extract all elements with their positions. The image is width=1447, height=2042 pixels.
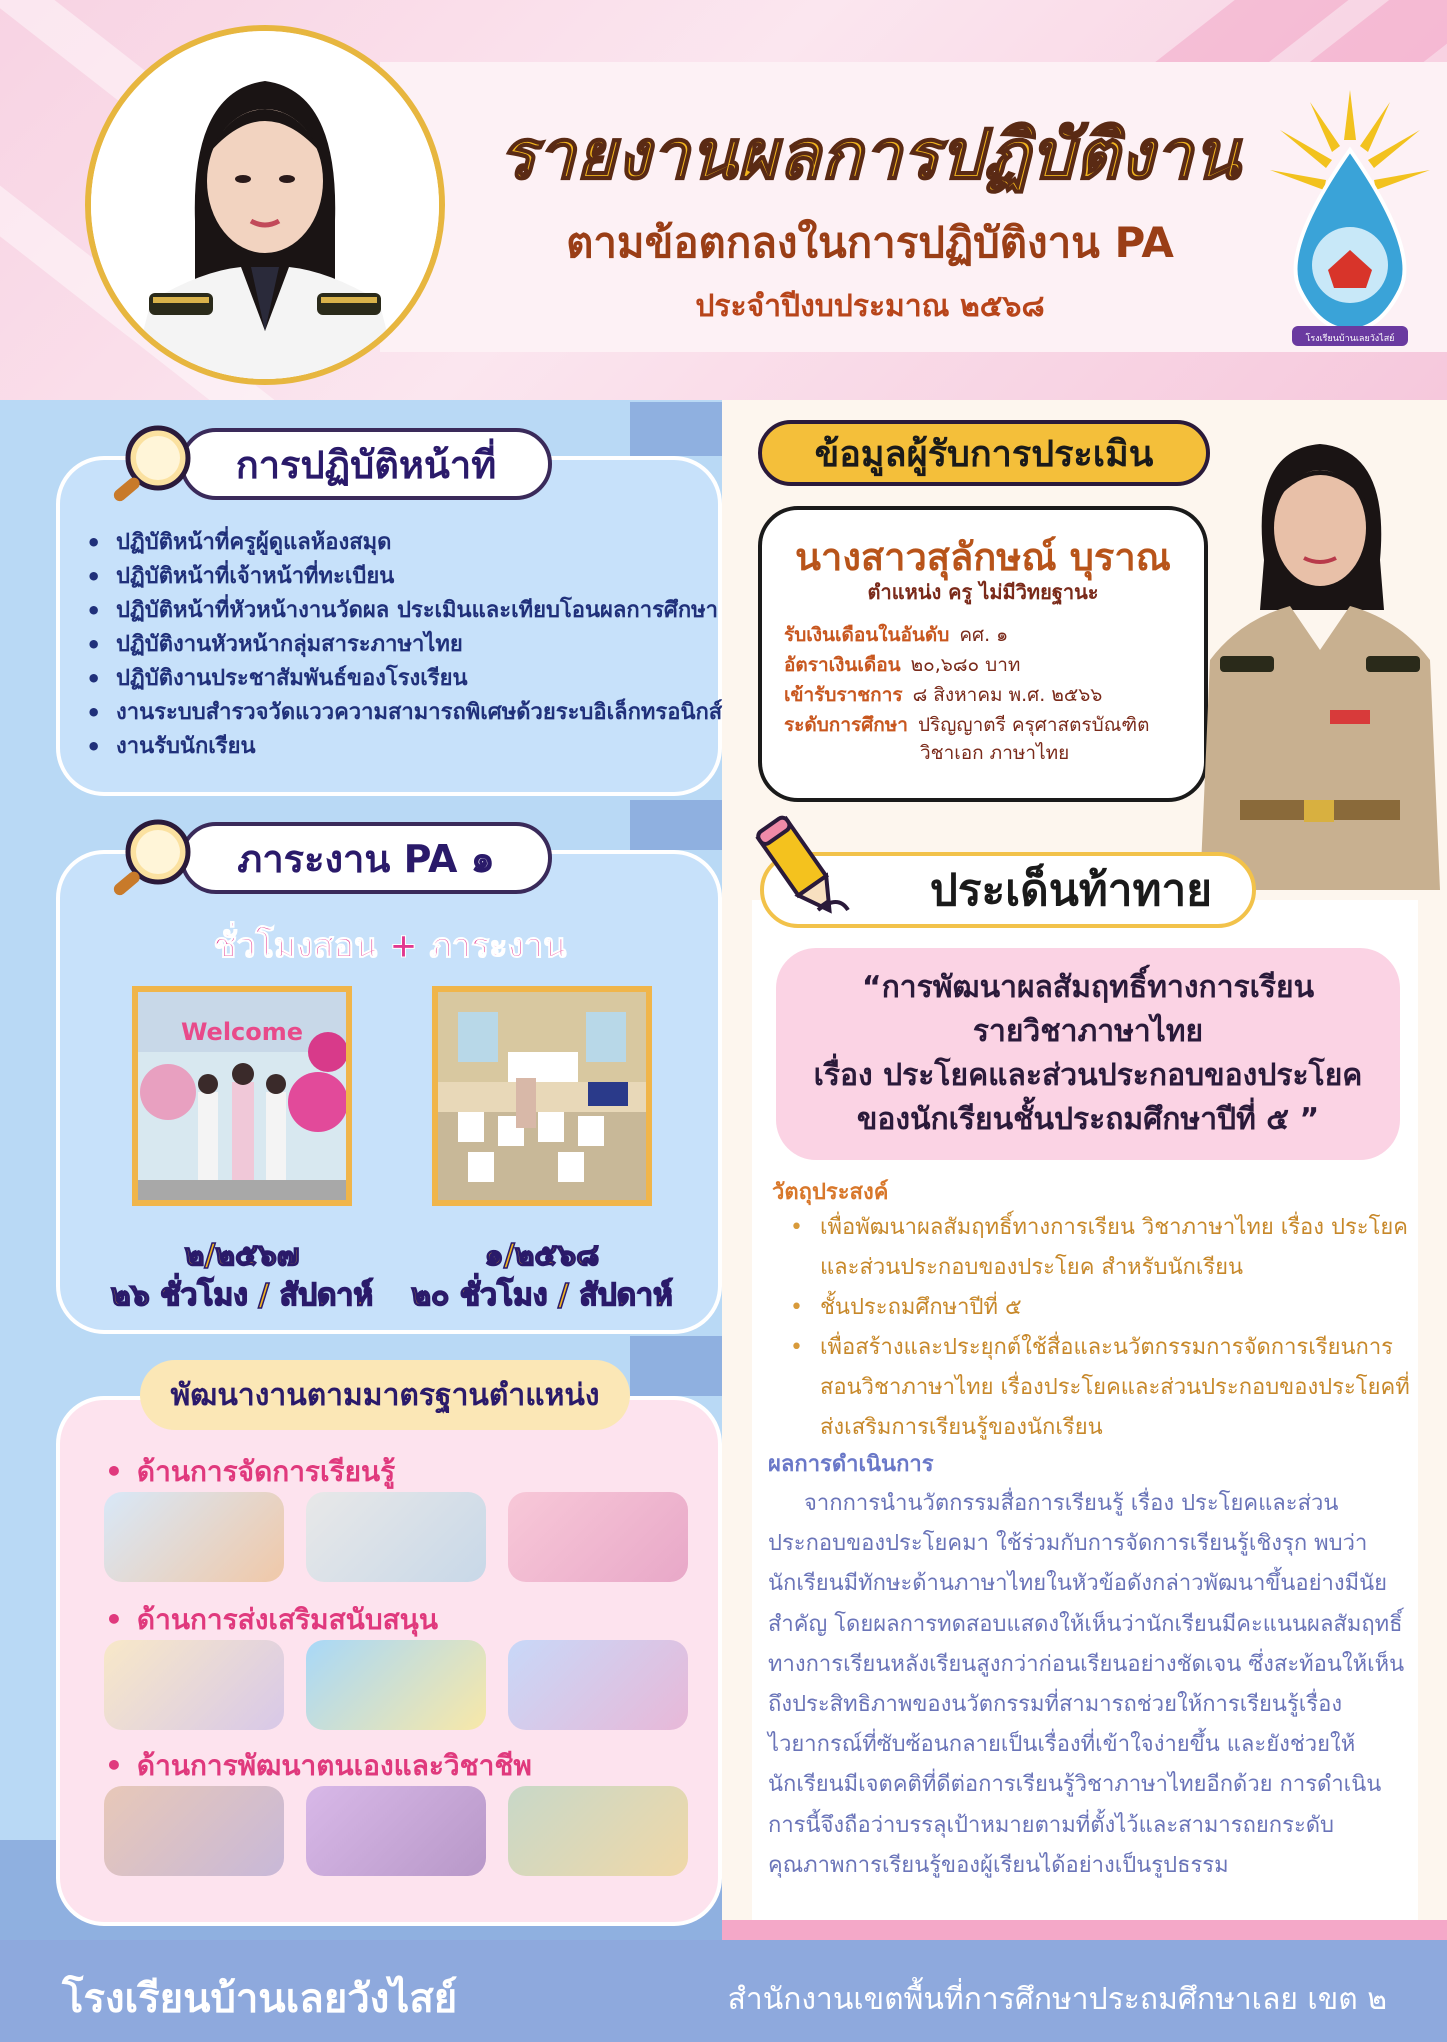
result-paragraph: จากการนำนวัตกรรมสื่อการเรียนรู้ เรื่อง ประโยคและส่วนประกอบของประโยคมา ใช้ร่วมกับการจัดการเรียนรู้เชิงรุก พบว่านักเรียนมีทักษะด้านภาษาไทยในหัวข้อดังกล่าวพัฒนาขึ้นอย่างมีนัยสำคัญ โดยผลการทดสอบแสดงให้เห็นว่านักเรียนมีคะแนนผลสัมฤทธิ์ทางการเรียนหลังเรียนสูงกว่าก่อนเรียนอย่างชัดเจน ซึ่งสะท้อนให้เห็นถึงประสิทธิภาพของนวัตกรรมที่สามารถช่วยให้การเรียนรู้เรื่องไวยากรณ์ที่ซับซ้อนกลายเป็นเรื่องที่เข้าใจง่ายขึ้น และยังช่วยให้นักเรียนมีเจตคติที่ดีต่อการเรียนรู้วิชาภาษาไทยอีกด้วย การดำเนินการนี้จึงถือว่าบรรลุเป้าหมายตามที่ตั้งไว้และสามารถยกระดับคุณภาพการเรียนรู้ของผู้เรียนได้อย่างเป็นรูปธรรม: [768, 1491, 1405, 1878]
footer-office: สำนักงานเขตพื้นที่การศึกษาประถมศึกษาเลย เขต ๒: [727, 1982, 1387, 2017]
standard-heading-text: ด้านการพัฒนาตนเองและวิชาชีพ: [136, 1749, 532, 1782]
duty-item: • งานรับนักเรียน: [86, 730, 722, 764]
objective-item: • เพื่อพัฒนาผลสัมฤทธิ์ทางการเรียน วิชาภาษาไทย เรื่อง ประโยคและส่วนประกอบของประโยค สำหรับนักเรียน: [790, 1208, 1410, 1288]
standard-heading: • ด้านการจัดการเรียนรู้: [105, 1455, 396, 1488]
info-row: [784, 680, 1102, 710]
pa-caption-hours: ๒๐ ชั่วโมง / สัปดาห์: [411, 1278, 673, 1313]
pa-caption-term: ๒/๒๕๖๗: [184, 1238, 300, 1273]
teacher-portrait: [85, 25, 445, 385]
learning-photo: [508, 1492, 688, 1582]
learning-photo: [104, 1492, 284, 1582]
objective-heading: วัตถุประสงค์: [772, 1180, 889, 1205]
magnifier-icon: [108, 816, 194, 902]
info-label: เข้ารับราชการ: [784, 684, 903, 706]
quote-line: เรื่อง ประโยคและส่วนประกอบของประโยค: [813, 1058, 1363, 1093]
info-education-major: วิชาเอก ภาษาไทย: [920, 742, 1070, 764]
page-subtitle: ตามข้อตกลงในการปฏิบัติงาน PA: [566, 218, 1174, 267]
standard-heading-text: ด้านการจัดการเรียนรู้: [136, 1455, 396, 1488]
duty-item: • ปฏิบัติหน้าที่ครูผู้ดูแลห้องสมุด: [86, 526, 722, 560]
info-label: อัตราเงินเดือน: [784, 654, 901, 676]
classroom-photo: [432, 986, 652, 1206]
support-photo: [306, 1640, 486, 1730]
duties-title: การปฏิบัติหน้าที่: [180, 428, 552, 500]
development-photo: [306, 1786, 486, 1876]
development-photo: [104, 1786, 284, 1876]
development-photo: [508, 1786, 688, 1876]
quote-line: “การพัฒนาผลสัมฤทธิ์ทางการเรียน: [861, 970, 1315, 1005]
duties-list: [86, 526, 722, 764]
deco-block: [630, 1336, 722, 1396]
info-value: ๘ สิงหาคม พ.ศ. ๒๕๖๖: [912, 684, 1103, 706]
teacher-name: นางสาวสุลักษณ์ บุราณ: [795, 535, 1171, 579]
support-photo: [508, 1640, 688, 1730]
magnifier-icon: [108, 422, 194, 508]
welcome-text: Welcome: [180, 1018, 304, 1046]
duty-item: • ปฏิบัติหน้าที่หัวหน้างานวัดผล ประเมินและเทียบโอนผลการศึกษา: [86, 594, 722, 628]
pa-caption-term: ๑/๒๕๖๘: [484, 1238, 600, 1273]
info-row: [784, 620, 1008, 650]
duty-item: • ปฏิบัติงานหัวหน้ากลุ่มสาระภาษาไทย: [86, 628, 722, 662]
info-label: ระดับการศึกษา: [784, 714, 908, 736]
school-logo: [1270, 90, 1430, 350]
teacher-uniform-photo: [1180, 420, 1447, 890]
objective-list: [790, 1208, 1410, 1448]
pa-title: ภาระงาน PA ๑: [180, 822, 552, 894]
quote-line: รายวิชาภาษาไทย: [972, 1014, 1204, 1049]
info-label: รับเงินเดือนในอันดับ: [784, 624, 950, 646]
footer-school: โรงเรียนบ้านเลยวังไสย์: [62, 1976, 458, 2022]
challenge-quote: [776, 948, 1400, 1160]
quote-line: ของนักเรียนชั้นประถมศึกษาปีที่ ๕ ”: [856, 1102, 1320, 1137]
support-photo: [104, 1640, 284, 1730]
teacher-position: ตำแหน่ง ครู ไม่มีวิทยฐานะ: [867, 580, 1099, 604]
challenge-title: ประเด็นท้าทาย: [760, 852, 1256, 928]
standards-title: พัฒนางานตามมาตรฐานตำแหน่ง: [140, 1360, 630, 1430]
standard-heading-text: ด้านการส่งเสริมสนับสนุน: [136, 1603, 438, 1636]
info-value: ปริญญาตรี ครุศาสตรบัณฑิต: [917, 714, 1150, 736]
fiscal-year: ประจำปีงบประมาณ ๒๕๖๘: [695, 289, 1045, 324]
info-title: ข้อมูลผู้รับการประเมิน: [758, 420, 1210, 486]
deco-block: [630, 402, 722, 456]
info-value: ๒๐,๖๘๐ บาท: [910, 654, 1021, 676]
footer-accent: [722, 1920, 1447, 1940]
standard-heading: • ด้านการพัฒนาตนเองและวิชาชีพ: [105, 1749, 532, 1782]
objective-item: • เพื่อสร้างและประยุกต์ใช้สื่อและนวัตกรรมการจัดการเรียนการสอนวิชาภาษาไทย เรื่องประโยคและส่วนประกอบของประโยคที่ส่งเสริมการเรียนรู้ของนักเรียน: [790, 1328, 1410, 1448]
deco-block: [630, 800, 722, 850]
info-row: [784, 650, 1020, 680]
duty-item: • ปฏิบัติงานประชาสัมพันธ์ของโรงเรียน: [86, 662, 722, 696]
info-row: [784, 710, 1149, 740]
pencil-icon: [748, 814, 858, 924]
info-value: คศ. ๑: [959, 624, 1009, 646]
duty-item: • งานระบบสำรวจวัดแววความสามารถพิเศษด้วยระบอิเล็กทรอนิกส์: [86, 696, 722, 730]
welcome-photo: [132, 986, 352, 1206]
learning-photo: [306, 1492, 486, 1582]
objective-item: • ชั้นประถมศึกษาปีที่ ๕: [790, 1288, 1410, 1328]
pa-subtitle: ชั่วโมงสอน + ภาระงาน: [213, 926, 567, 966]
logo-text: โรงเรียนบ้านเลยวังไสย์: [1305, 334, 1395, 344]
result-heading: ผลการดำเนินการ: [768, 1452, 934, 1477]
standard-heading: • ด้านการส่งเสริมสนับสนุน: [105, 1603, 438, 1636]
page-title: รายงานผลการปฏิบัติงาน: [499, 116, 1241, 195]
pa-caption-hours: ๒๖ ชั่วโมง / สัปดาห์: [110, 1278, 374, 1313]
duty-item: • ปฏิบัติหน้าที่เจ้าหน้าที่ทะเบียน: [86, 560, 722, 594]
